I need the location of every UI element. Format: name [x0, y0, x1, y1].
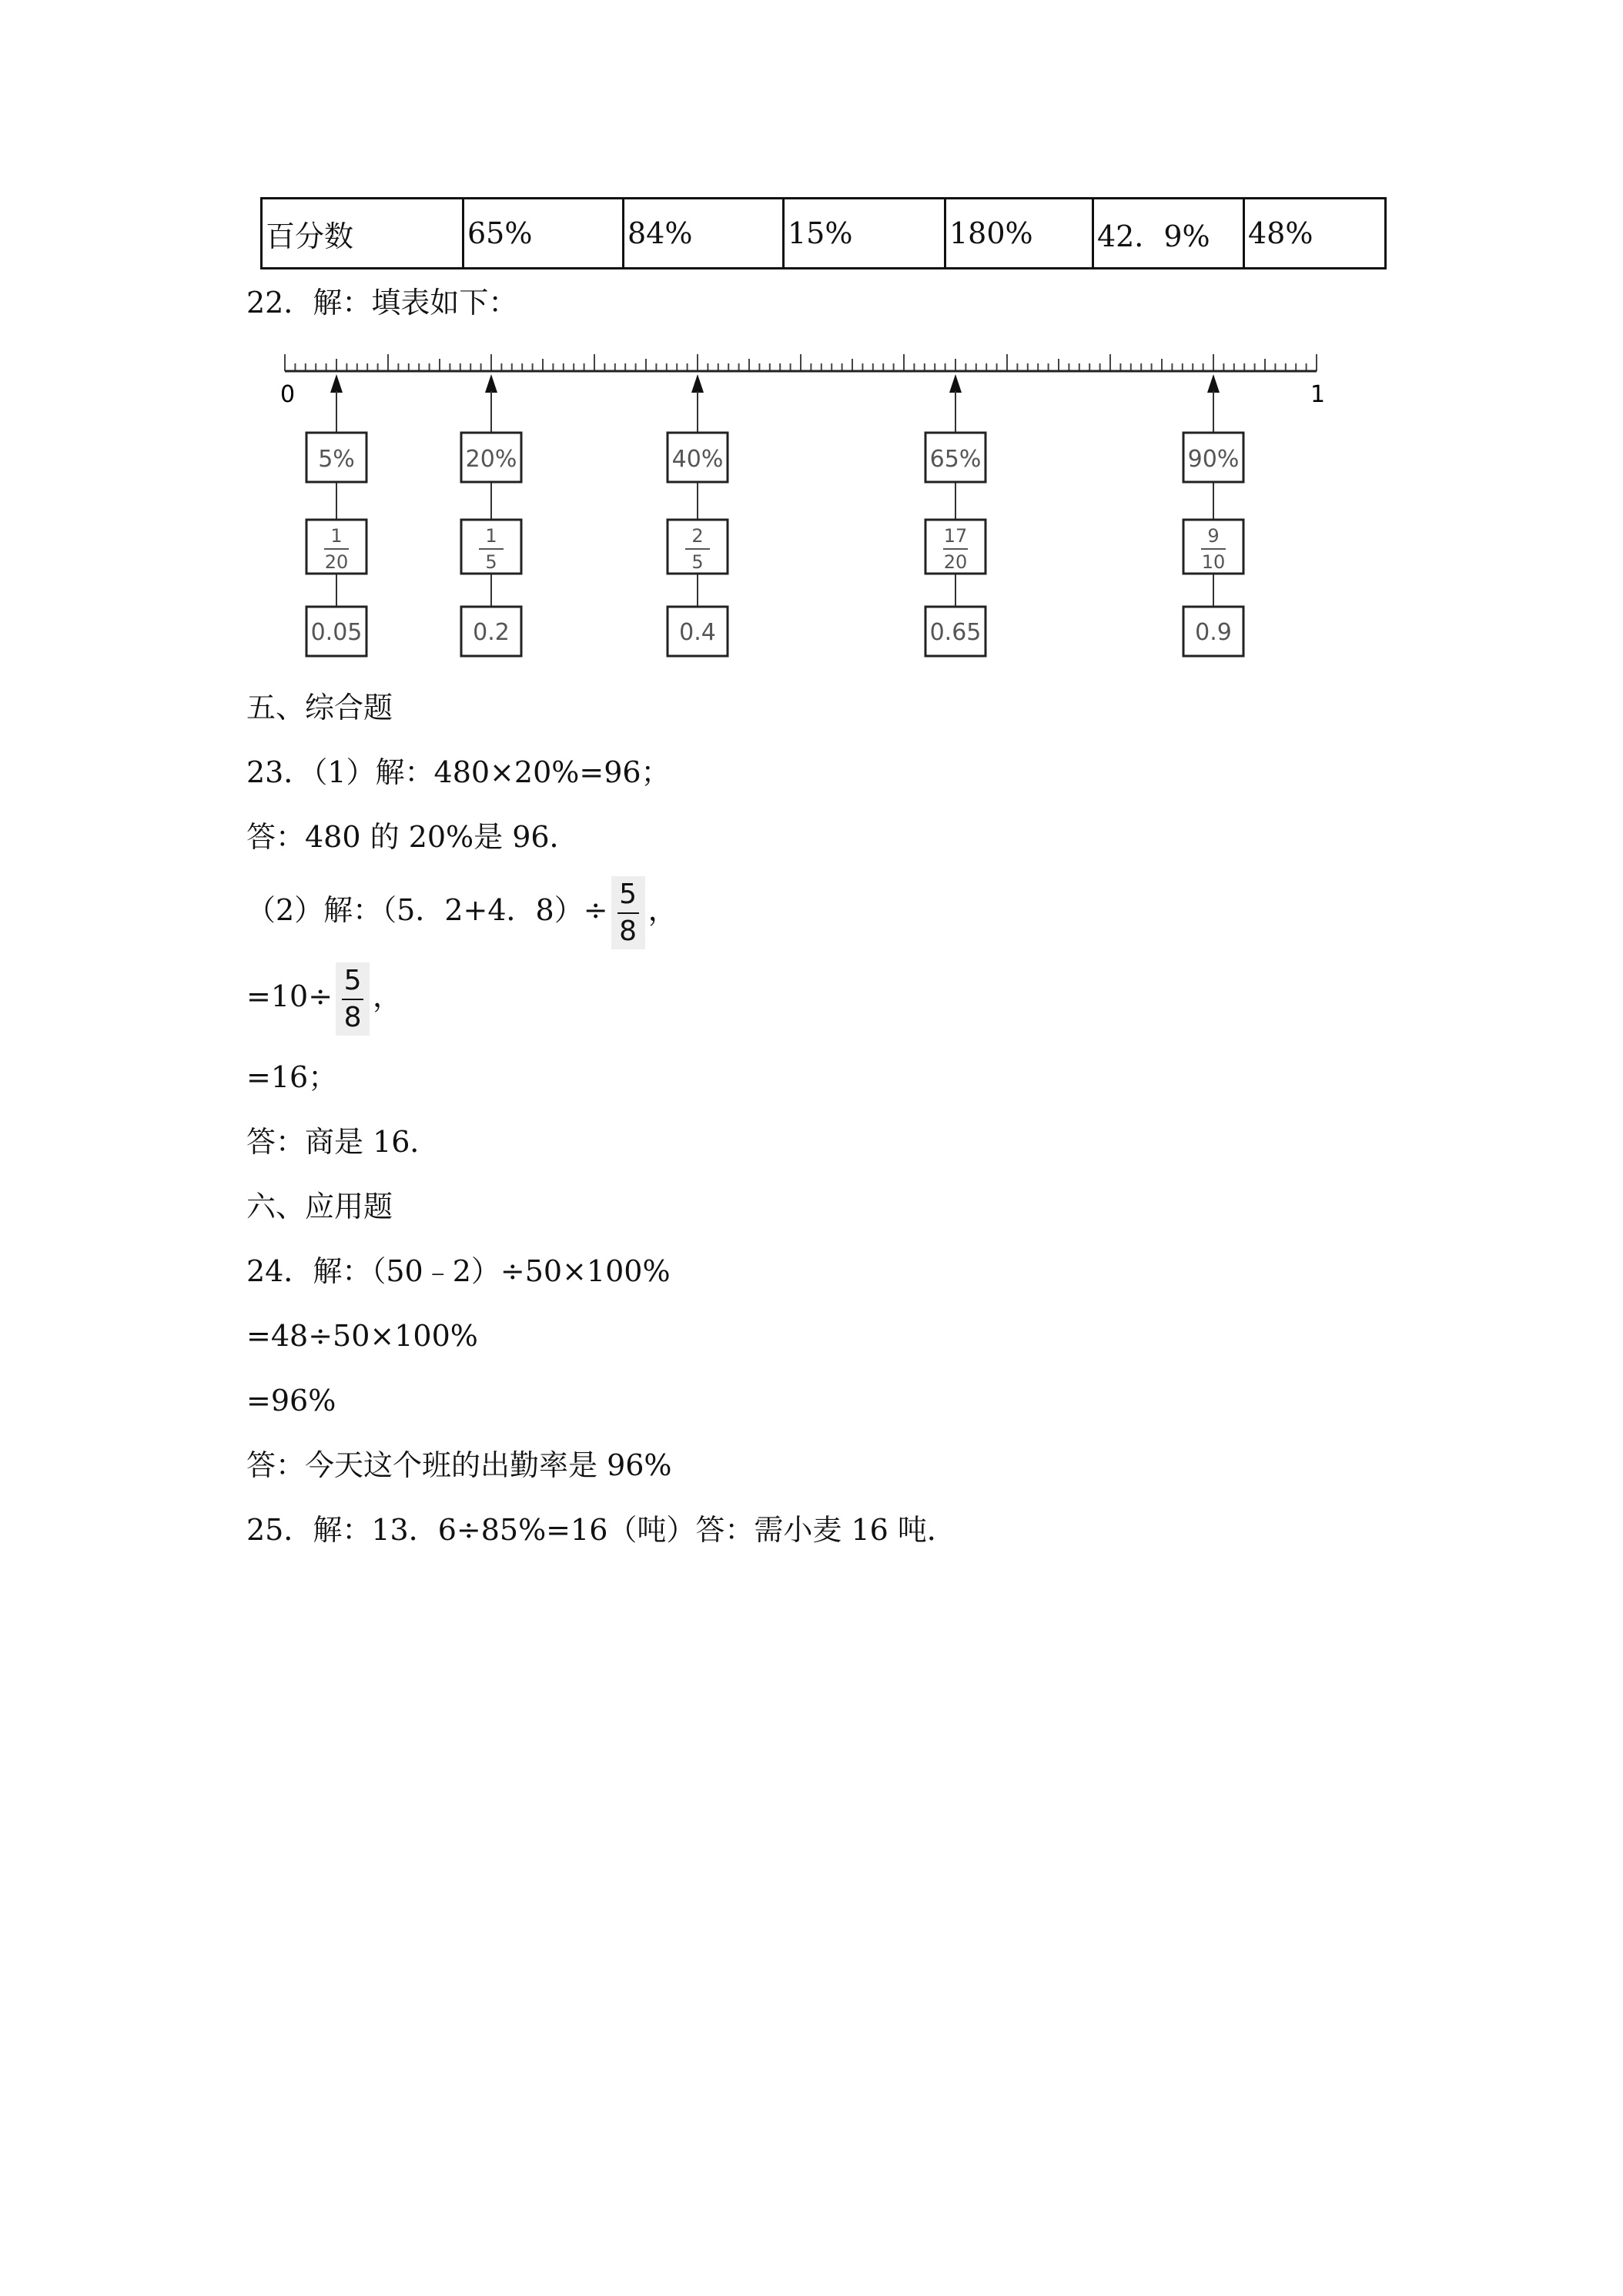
fraction: [336, 962, 370, 1036]
fraction-numerator: 2: [691, 525, 704, 547]
fraction-numerator: 9: [1207, 525, 1220, 547]
q23-part2b-comma: ，: [373, 979, 403, 1014]
percent-table: [260, 197, 1387, 269]
decimal-label: 0.9: [1195, 619, 1232, 646]
q23-part2-line2: [246, 962, 402, 1036]
q23-part1: 23．（1）解：480×20%=96；: [246, 755, 671, 789]
fraction-denominator: 20: [943, 551, 968, 573]
marker-arrow: [1207, 374, 1220, 393]
q23-part2-comma: ，: [648, 893, 678, 928]
q23-part2-text: （2）解：（5．2+4．8）÷: [246, 893, 608, 928]
marker-group: [461, 374, 521, 656]
fraction: [611, 876, 645, 949]
fraction-denominator: 10: [1201, 551, 1226, 573]
fraction-denominator: 5: [485, 551, 497, 573]
percent-label: 40%: [671, 446, 724, 473]
decimal-label: 0.4: [679, 619, 716, 646]
percent-label: 5%: [318, 446, 355, 473]
table-row: [262, 199, 1386, 269]
q23-part2-line1: [246, 876, 678, 949]
fraction-bar: [617, 912, 639, 914]
fraction-denominator: 8: [343, 1001, 362, 1033]
fraction-denominator: 20: [324, 551, 349, 573]
marker-group: [306, 374, 366, 656]
q22-heading: 22．解：填表如下：: [246, 286, 518, 320]
percent-label: 90%: [1187, 446, 1240, 473]
number-line-figure: [262, 339, 1340, 670]
fraction-numerator: 1: [485, 525, 497, 547]
fraction-bar: [342, 999, 363, 1000]
q24-line2: =48÷50×100%: [246, 1319, 478, 1353]
fraction-numerator: 1: [330, 525, 343, 547]
marker-group: [1183, 374, 1243, 656]
q23-part1-answer: 答：480 的 20%是 96．: [246, 820, 579, 854]
q23-part2-answer: 答：商是 16．: [246, 1125, 440, 1159]
axis-start-label: 0: [280, 381, 296, 408]
number-line-ticks: [285, 354, 1317, 371]
marker-group: [668, 374, 728, 656]
table-cell-header: 百分数: [262, 199, 463, 269]
q23-part2-line3: =16；: [246, 1060, 338, 1094]
marker-arrow: [330, 374, 343, 393]
table-cell: 48%: [1244, 199, 1386, 269]
fraction-denominator: 5: [691, 551, 704, 573]
fraction-numerator: 17: [943, 525, 968, 547]
marker-group: [925, 374, 986, 656]
axis-end-label: 1: [1310, 381, 1326, 408]
decimal-label: 0.05: [310, 619, 363, 646]
percent-label: 20%: [465, 446, 517, 473]
q24-answer: 答：今天这个班的出勤率是 96%: [246, 1448, 672, 1482]
marker-arrow: [485, 374, 497, 393]
table-cell: 180%: [945, 199, 1093, 269]
q24-line3: =96%: [246, 1384, 336, 1417]
table-cell: 42．9%: [1093, 199, 1244, 269]
q23-part2b-text: =10÷: [246, 979, 333, 1014]
q24-line1: 24．解：（50﹣2）÷50×100%: [246, 1254, 671, 1288]
section-6-heading: 六、应用题: [246, 1190, 393, 1223]
percent-label: 65%: [929, 446, 982, 473]
marker-arrow: [691, 374, 704, 393]
decimal-label: 0.65: [929, 619, 982, 646]
fraction-numerator: 5: [343, 965, 362, 996]
fraction-numerator: 5: [619, 879, 637, 910]
fraction-denominator: 8: [619, 915, 637, 947]
marker-arrow: [949, 374, 962, 393]
q25-line: 25．解：13．6÷85%=16（吨）答：需小麦 16 吨．: [246, 1513, 956, 1547]
table-cell: 15%: [784, 199, 945, 269]
table-cell: 65%: [463, 199, 624, 269]
decimal-label: 0.2: [473, 619, 510, 646]
table-cell: 84%: [624, 199, 784, 269]
section-5-heading: 五、综合题: [246, 691, 393, 725]
number-line-markers: [306, 374, 1243, 656]
